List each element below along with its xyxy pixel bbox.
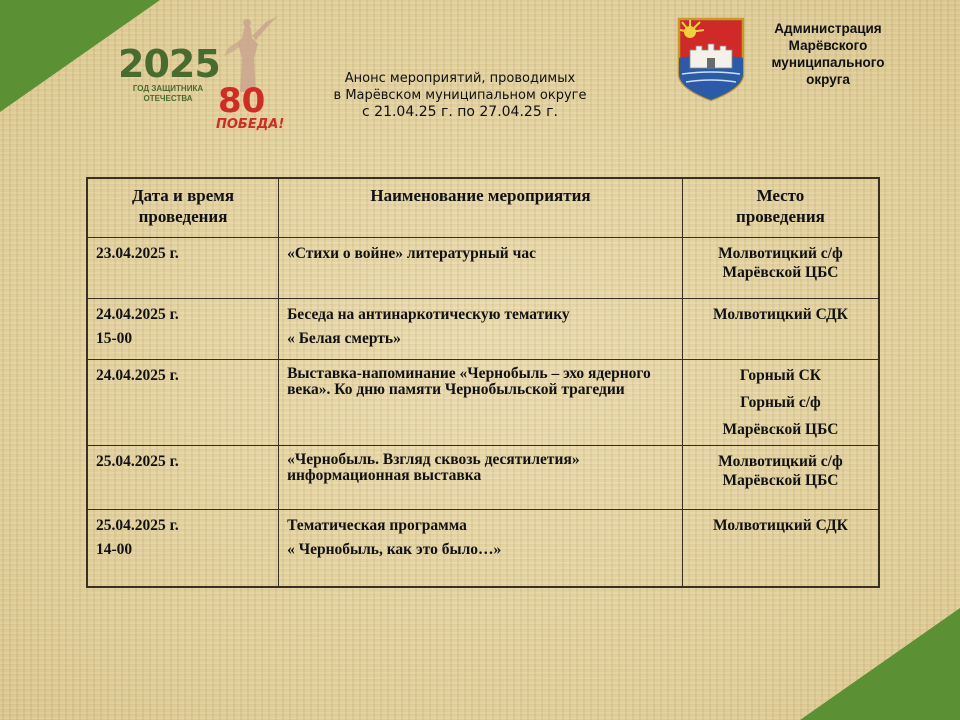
header-place	[682, 178, 879, 238]
announcement-line1: Анонс мероприятий, проводимых	[344, 71, 576, 86]
cell-place	[682, 299, 879, 360]
events-table	[86, 177, 880, 588]
header-place-line1: Место	[756, 186, 805, 205]
date-text: 23.04.2025 г.	[96, 245, 179, 262]
event-text: «Стихи о войне» литературный час	[287, 245, 536, 262]
logo-2025-line1: ГОД ЗАЩИТНИКА	[132, 84, 204, 93]
table-row	[87, 238, 879, 299]
place-text: Молвотицкий с/ф	[718, 245, 843, 262]
header-date-time	[87, 178, 279, 238]
date-text: 24.04.2025 г.	[96, 306, 179, 323]
place-text: Марёвской ЦБС	[722, 421, 839, 438]
date-text: 24.04.2025 г.	[96, 367, 179, 384]
table-row	[87, 446, 879, 510]
administration-name	[750, 20, 906, 88]
cell-place	[682, 510, 879, 587]
cell-event	[279, 360, 683, 446]
event-text: « Белая смерть»	[287, 330, 401, 347]
announcement-period: с 21.04.25 г. по 27.04.25 г.	[362, 104, 558, 120]
event-text: « Чернобыль, как это было…»	[287, 541, 502, 558]
admin-line2: Марёвского	[788, 38, 868, 53]
logo-2025-year-of-defender	[118, 44, 218, 104]
place-text: Молвотицкий СДК	[712, 306, 848, 323]
place-text: Горный СК	[739, 367, 821, 384]
header-event-name	[279, 178, 683, 238]
event-text: Выставка-напоминание «Чернобыль – эхо ядерного века». Ко дню памяти Чернобыльской трагедии	[287, 365, 651, 398]
cell-date	[87, 238, 279, 299]
table-row	[87, 360, 879, 446]
event-text: Беседа на антинаркотическую тематику	[287, 306, 570, 323]
logo-2025-line2: ОТЕЧЕСТВА	[143, 94, 193, 103]
cell-event	[279, 238, 683, 299]
place-text: Марёвской ЦБС	[722, 472, 839, 489]
cell-date	[87, 360, 279, 446]
date-text: 25.04.2025 г.	[96, 517, 179, 534]
coat-of-arms-icon	[676, 16, 746, 102]
logo-2025-year: 2025	[118, 42, 220, 86]
time-text: 15-00	[96, 330, 133, 347]
table-row	[87, 510, 879, 587]
admin-line1: Администрация	[774, 21, 882, 36]
event-text: Тематическая программа	[287, 517, 467, 534]
event-text: «Чернобыль. Взгляд сквозь десятилетия» информационная выставка	[287, 451, 580, 484]
time-text: 14-00	[96, 541, 133, 558]
place-text: Молвотицкий СДК	[712, 517, 848, 534]
place-text: Горный с/ф	[740, 394, 821, 411]
header-place-line2: проведения	[736, 207, 825, 226]
corner-decoration-bottom-right	[800, 608, 960, 720]
place-text: Молвотицкий с/ф	[718, 453, 843, 470]
table-row	[87, 299, 879, 360]
cell-event	[279, 510, 683, 587]
cell-event	[279, 446, 683, 510]
logo-80-label: ПОБЕДА!	[216, 117, 285, 132]
header-date-line1: Дата и время	[131, 186, 235, 205]
header-name-line1: Наименование мероприятия	[370, 186, 591, 205]
cell-event	[279, 299, 683, 360]
admin-line3: муниципального	[771, 55, 885, 70]
admin-line4: округа	[806, 72, 850, 87]
logo-80-number: 80	[218, 81, 266, 121]
cell-place	[682, 360, 879, 446]
cell-place	[682, 238, 879, 299]
table-header-row	[87, 178, 879, 238]
cell-date	[87, 446, 279, 510]
announcement-title	[300, 70, 620, 121]
header-date-line2: проведения	[138, 207, 228, 226]
cell-date	[87, 510, 279, 587]
cell-place	[682, 446, 879, 510]
cell-date	[87, 299, 279, 360]
announcement-line2: в Марёвском муниципальном округе	[333, 88, 587, 103]
logo-80-victory	[214, 14, 284, 134]
place-text: Марёвской ЦБС	[722, 264, 839, 281]
date-text: 25.04.2025 г.	[96, 453, 179, 470]
